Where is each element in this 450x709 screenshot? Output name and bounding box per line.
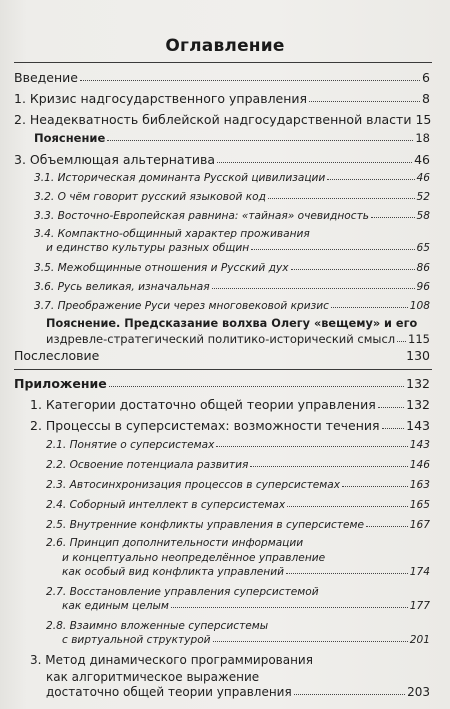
toc-entry-page: 65: [416, 242, 430, 254]
toc-entry-page: 132: [406, 376, 430, 391]
leader-dots: [294, 685, 405, 699]
toc-entry-3-4[interactable]: [46, 242, 430, 254]
toc-entry-2-6[interactable]: [62, 566, 430, 578]
toc-entry-2-3[interactable]: [46, 479, 430, 491]
toc-entry-2-7[interactable]: [62, 600, 430, 612]
toc-entry-label: как особый вид конфликта управлений: [62, 566, 285, 578]
leader-dots: [212, 281, 415, 293]
toc-entry-appendix-3[interactable]: [46, 685, 430, 699]
toc-entry-page: 130: [406, 348, 430, 363]
toc-entry-3-7[interactable]: [34, 300, 430, 312]
toc-entry-label: 1. Категории достаточно общей теории управления: [30, 397, 376, 412]
toc-entry-label: как единым целым: [62, 600, 169, 612]
toc-entry-page: 46: [414, 152, 430, 167]
toc-entry-label: 2.5. Внутренние конфликты управления в суперсистеме: [46, 519, 365, 531]
toc-entry-appendix-2[interactable]: [30, 418, 430, 433]
toc-entry-appendix-3-line2: как алгоритмическое выражение: [46, 670, 260, 684]
toc-entry-page: 15: [415, 112, 432, 127]
toc-entry-appendix[interactable]: [14, 376, 430, 391]
toc-entry-afterword[interactable]: [14, 348, 430, 363]
toc-entry-label: 2. Неадекватность библейской надгосударственной власти: [14, 112, 412, 127]
toc-entry-2-2[interactable]: [46, 459, 430, 471]
leader-dots: [171, 600, 408, 612]
toc-entry-label: 2.2. Освоение потенциала развития: [46, 459, 249, 471]
toc-entry-2-8-line1: 2.8. Взаимно вложенные суперсистемы: [46, 620, 269, 632]
leader-dots: [213, 634, 408, 646]
toc-entry-page: 46: [416, 172, 430, 184]
leader-dots: [382, 418, 405, 433]
toc-entry-2-6-line2: и концептуально неопределённое управление: [62, 552, 326, 564]
toc-entry-appendix-3-line1: 3. Метод динамического программирования: [30, 653, 313, 667]
leader-dots: [342, 479, 408, 491]
toc-entry-3-4-line1: 3.4. Компактно-общинный характер проживания: [34, 228, 310, 240]
toc-entry-page: 8: [422, 91, 430, 106]
toc-entry-intro[interactable]: [14, 70, 430, 85]
toc-entry-label: Пояснение: [34, 131, 106, 145]
toc-entry-explanation[interactable]: [34, 131, 430, 145]
toc-entry-page: 18: [415, 131, 430, 145]
leader-dots: [309, 91, 420, 106]
toc-entry-2-5[interactable]: [46, 519, 430, 531]
toc-entry-2-7-line1: 2.7. Восстановление управления суперсистемой: [46, 586, 319, 598]
leader-dots: [366, 519, 408, 531]
toc-entry-3-5[interactable]: [34, 262, 430, 274]
toc-entry-page: 174: [409, 566, 430, 578]
toc-entry-chapter-3[interactable]: [14, 152, 430, 167]
toc-entry-page: 146: [409, 459, 430, 471]
leader-dots: [217, 152, 412, 167]
toc-entry-label: 3.1. Историческая доминанта Русской цивилизации: [34, 172, 326, 184]
toc-entry-page: 96: [416, 281, 430, 293]
toc-entry-label: и единство культуры разных общин: [46, 242, 250, 254]
toc-entry-label: 3.6. Русь великая, изначальная: [34, 281, 210, 293]
toc-entry-3-1[interactable]: [34, 172, 430, 184]
section-rule: [14, 369, 432, 370]
toc-entry-explanation-2-text: Пояснение. Предсказание волхва Олегу «вещему» и его: [46, 317, 418, 330]
toc-entry-label: 2.3. Автосинхронизация процессов в суперсистемах: [46, 479, 341, 491]
toc-entry-explanation-2-line1: [46, 316, 417, 332]
leader-dots: [107, 131, 413, 145]
toc-entry-page: 203: [407, 685, 430, 699]
title-rule: [14, 62, 432, 63]
leader-dots: [397, 332, 406, 346]
leader-dots: [327, 172, 414, 184]
toc-entry-label: 3. Объемлющая альтернатива: [14, 152, 216, 167]
toc-entry-label: 3.5. Межобщинные отношения и Русский дух: [34, 262, 289, 274]
toc-entry-page: 165: [409, 499, 430, 511]
toc-entry-page: 108: [409, 300, 430, 312]
leader-dots: [250, 459, 407, 471]
toc-entry-appendix-1[interactable]: [30, 397, 430, 412]
toc-entry-label: 3.7. Преображение Руси через многовековой кризис: [34, 300, 329, 312]
leader-dots: [286, 566, 408, 578]
toc-entry-page: 167: [409, 519, 430, 531]
leader-dots: [378, 397, 404, 412]
toc-entry-3-3[interactable]: [34, 210, 430, 222]
toc-entry-2-6-line1: 2.6. Принцип дополнительности информации: [46, 537, 304, 549]
toc-entry-explanation-2[interactable]: [46, 332, 430, 346]
leader-dots: [251, 242, 414, 254]
toc-entry-page: 132: [406, 397, 430, 412]
toc-entry-label: достаточно общей теории управления: [46, 685, 292, 699]
leader-dots: [109, 376, 404, 391]
leader-dots: [287, 499, 408, 511]
leader-dots: [216, 439, 407, 451]
toc-entry-label: Послесловие: [14, 348, 100, 363]
toc-entry-2-1[interactable]: [46, 439, 430, 451]
toc-entry-label: 2.1. Понятие о суперсистемах: [46, 439, 215, 451]
toc-entry-page: 115: [408, 332, 430, 346]
toc-entry-label: 3.3. Восточно-Европейская равнина: «тайная» очевидность: [34, 210, 369, 222]
leader-dots: [80, 70, 420, 85]
toc-entry-chapter-2[interactable]: [14, 112, 430, 127]
toc-entry-page: 177: [409, 600, 430, 612]
toc-entry-page: 52: [416, 191, 430, 203]
toc-entry-2-4[interactable]: [46, 499, 430, 511]
leader-dots: [331, 300, 408, 312]
toc-entry-page: 6: [422, 70, 430, 85]
toc-entry-chapter-1[interactable]: [14, 91, 430, 106]
toc-entry-label: с виртуальной структурой: [62, 634, 211, 646]
leader-dots: [268, 191, 415, 203]
toc-entry-label: 2. Процессы в суперсистемах: возможности течения: [30, 418, 380, 433]
page-title: Оглавление: [165, 36, 285, 56]
toc-entry-label: 3.2. О чём говорит русский языковой код: [34, 191, 266, 203]
toc-entry-page: 143: [409, 439, 430, 451]
toc-entry-3-2[interactable]: [34, 191, 430, 203]
toc-entry-3-6[interactable]: [34, 281, 430, 293]
toc-entry-label: 2.4. Соборный интеллект в суперсистемах: [46, 499, 286, 511]
toc-entry-label: издревле-стратегический политико-исторический смысл: [46, 332, 396, 346]
toc-entry-page: 86: [416, 262, 430, 274]
toc-entry-page: 201: [409, 634, 430, 646]
toc-entry-page: 163: [409, 479, 430, 491]
toc-entry-page: 58: [416, 210, 430, 222]
toc-entry-label: Приложение: [14, 376, 107, 391]
leader-dots: [371, 210, 415, 222]
toc-entry-label: Введение: [14, 70, 78, 85]
toc-entry-label: 1. Кризис надгосударственного управления: [14, 91, 308, 106]
toc-entry-page: 143: [406, 418, 430, 433]
toc-entry-2-8[interactable]: [62, 634, 430, 646]
leader-dots: [291, 262, 415, 274]
